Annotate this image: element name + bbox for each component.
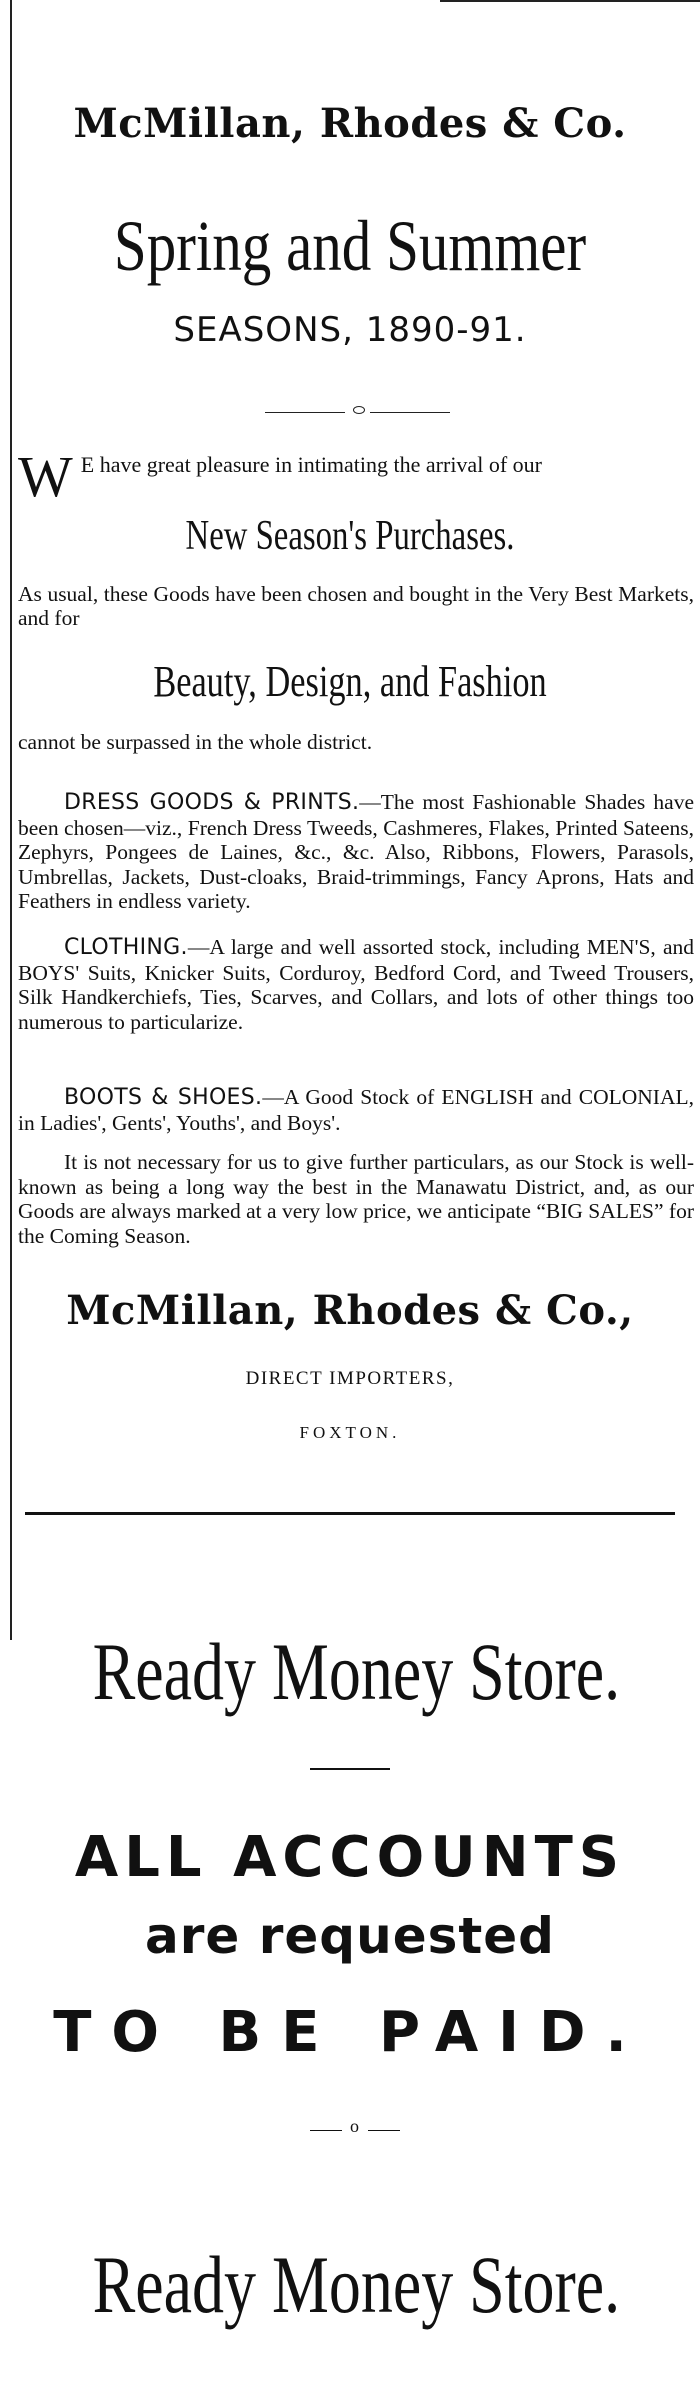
ready-money-store-bottom: Ready Money Store. bbox=[92, 2239, 621, 2330]
separator-rule-left bbox=[310, 2130, 342, 2131]
drop-cap: W bbox=[18, 444, 73, 509]
location-foxton: FOXTON. bbox=[299, 1423, 401, 1442]
separator-mark: o bbox=[350, 2116, 359, 2136]
dress-goods-lead: DRESS GOODS & PRINTS. bbox=[64, 790, 360, 815]
direct-importers: DIRECT IMPORTERS, bbox=[245, 1368, 455, 1389]
headline-spring-summer: Spring and Summer bbox=[113, 206, 587, 286]
intro-paragraph bbox=[18, 444, 694, 509]
intro-text: E have great pleasure in intimating the arrival of our bbox=[80, 452, 542, 477]
ornament-rule-left bbox=[265, 412, 345, 413]
clothing-lead: CLOTHING. bbox=[64, 935, 188, 960]
clothing-text: —A large and well assorted stock, including MEN'S, and BOYS' Suits, Knicker Suits, Corduroy, Bedford Cord, and Tweed Trousers, Silk Handkerchiefs, Ties, Scarves, and Collars, and lots of other things too numerous to particularize. bbox=[18, 935, 694, 1034]
seasons-heading: SEASONS, 1890-91. bbox=[173, 310, 527, 350]
signature-firm: McMillan, Rhodes & Co., bbox=[66, 1287, 634, 1334]
separator-rule-right bbox=[368, 2130, 400, 2131]
new-season-heading: New Season's Purchases. bbox=[185, 513, 515, 559]
usual-paragraph: As usual, these Goods have been chosen and bought in the Very Best Markets, and for bbox=[18, 582, 694, 630]
firm-name-heading: McMillan, Rhodes & Co. bbox=[73, 100, 627, 147]
ornament-rule-right bbox=[370, 412, 450, 413]
ornament-dot bbox=[353, 406, 365, 414]
top-rule bbox=[440, 0, 700, 2]
are-requested-heading: are requested bbox=[145, 1907, 555, 1965]
dress-goods-paragraph bbox=[18, 790, 694, 914]
closing-paragraph: It is not necessary for us to give further particulars, as our Stock is well-known as being a long way the best in the Manawatu District, and, as our Goods are always marked at a very low price, we anticipate “BIG SALES” for the Coming Season. bbox=[18, 1150, 694, 1248]
boots-lead: BOOTS & SHOES. bbox=[64, 1085, 263, 1110]
dress-goods-text: —The most Fashionable Shades have been chosen—viz., French Dress Tweeds, Cashmeres, Flakes, Printed Sateens, Zephyrs, Pongees de Laines, &c., &c. Also, Ribbons, Flowers, Parasols, Umbrellas, Jackets, Dust-cloaks, Braid-trimmings, Fancy Aprons, Hats and Feathers in endless variety. bbox=[18, 790, 694, 913]
short-rule bbox=[310, 1768, 390, 1770]
boots-text: —A Good Stock of ENGLISH and COLONIAL, in Ladies', Gents', Youths', and Boys'. bbox=[18, 1085, 694, 1135]
to-be-paid-heading: TO BE PAID. bbox=[53, 2000, 647, 2065]
surpassed-line: cannot be surpassed in the whole district. bbox=[18, 730, 373, 754]
ready-money-store-top: Ready Money Store. bbox=[92, 1626, 621, 1717]
advert-divider bbox=[25, 1512, 675, 1515]
boots-paragraph bbox=[18, 1085, 694, 1135]
all-accounts-heading: ALL ACCOUNTS bbox=[74, 1825, 626, 1890]
column-rule bbox=[10, 0, 12, 1640]
clothing-paragraph bbox=[18, 935, 694, 1034]
beauty-heading: Beauty, Design, and Fashion bbox=[153, 657, 547, 706]
